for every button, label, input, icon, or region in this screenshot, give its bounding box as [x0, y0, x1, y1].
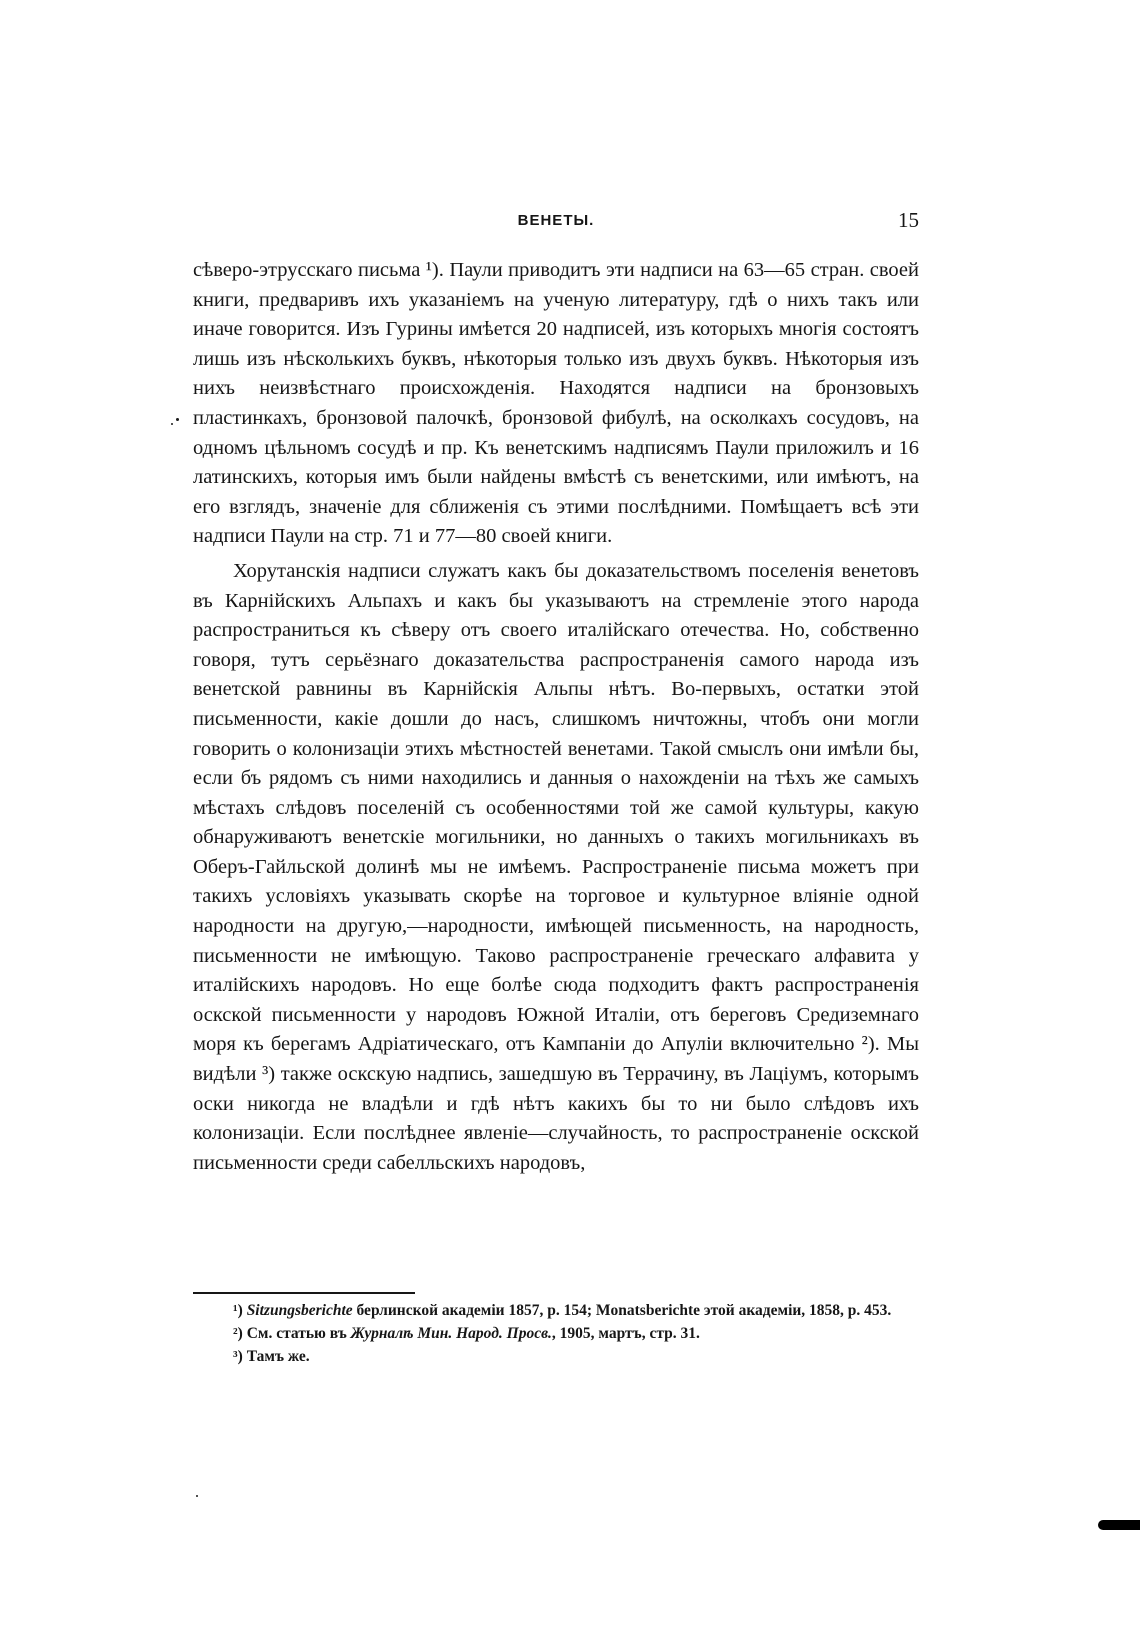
running-head: ВЕНЕТЫ. — [517, 212, 595, 229]
scan-speck — [171, 423, 173, 425]
footnote-divider — [193, 1292, 415, 1294]
footnote-2-lead: См. статью въ — [242, 1325, 351, 1342]
page-header — [193, 208, 919, 238]
main-text — [193, 256, 919, 1178]
footnote-3 — [193, 1345, 919, 1368]
scan-speck — [176, 418, 179, 421]
footnote-2-italic: Журналѣ Мин. Народ. Просв. — [350, 1325, 552, 1342]
footnote-2-text: , 1905, мартъ, стр. 31. — [551, 1325, 700, 1342]
footnote-1-text: берлинской академіи 1857, p. 154; Monatsberichte этой академіи, 1858, p. 453. — [352, 1302, 892, 1319]
page-number: 15 — [898, 208, 919, 232]
footnote-3-text: Тамъ же. — [242, 1348, 310, 1365]
footnote-2 — [193, 1322, 919, 1345]
footnotes — [193, 1299, 919, 1368]
footnote-2-mark: ²) — [233, 1325, 243, 1342]
footnote-1 — [193, 1299, 919, 1322]
scan-edge-mark — [1098, 1520, 1140, 1530]
footnote-1-italic: Sitzungsberichte — [246, 1302, 353, 1319]
scan-speck — [196, 1495, 198, 1497]
paragraph-2: Хорутанскія надписи служатъ какъ бы доказательствомъ поселенія венетовъ въ Карнійскихъ Альпахъ и какъ бы указываютъ на стремленіе этого народа распространиться къ сѣверу отъ своего италійскаго отечества. Но, собственно говоря, тутъ серьёзнаго доказательства распространенія самого народа изъ венетской равнины въ Карнійскія Альпы нѣтъ. Во-первыхъ, остатки этой письменности, какіе дошли до насъ, слишкомъ ничтожны, чтобъ они могли говорить о колонизаціи этихъ мѣстностей венетами. Такой смыслъ они имѣли бы, если бъ рядомъ съ ними находились и данныя о нахожденіи на тѣхъ же самыхъ мѣстахъ слѣдовъ поселеній съ особенностями той же самой культуры, какую обнаруживаютъ венетскіе могильники, но данныхъ о такихъ могильникахъ въ Оберъ-Гайльской долинѣ мы не имѣемъ. Распространеніе письма можетъ при такихъ условіяхъ указывать скорѣе на торговое и культурное вліяніе одной народности на другую,—народности, имѣющей письменность, на народность, письменности не имѣющую. Таково распространеніе греческаго алфавита у италійскихъ народовъ. Но еще болѣе сюда подходитъ фактъ распространенія оскской письменности у народовъ Южной Италіи, отъ береговъ Средиземнаго моря къ берегамъ Адріатическаго, отъ Кампаніи до Апуліи включительно ²). Мы видѣли ³) также оскскую надпись, зашедшую въ Террачину, въ Лаціумъ, которымъ оски никогда не владѣли и гдѣ нѣтъ какихъ бы то ни было слѣдовъ ихъ колонизаціи. Если послѣднее явленіе—случайность, то распространеніе оскской письменности среди сабелльскихъ народовъ, — [193, 559, 919, 1174]
footnote-1-mark: ¹) — [233, 1302, 243, 1319]
paragraph-1: сѣверо-этрусскаго письма ¹). Паули приводитъ эти надписи на 63—65 стран. своей книги, предваривъ ихъ указаніемъ на ученую литературу, гдѣ о нихъ такъ или иначе говорится. Изъ Гурины имѣется 20 надписей, изъ которыхъ многія состоятъ лишь изъ нѣсколькихъ буквъ, нѣкоторыя только изъ двухъ буквъ. Нѣкоторыя изъ нихъ неизвѣстнаго происхожденія. Находятся надписи на бронзовыхъ пластинкахъ, бронзовой палочкѣ, бронзовой фибулѣ, на осколкахъ сосудовъ, на одномъ цѣльномъ сосудѣ и пр. Къ венетскимъ надписямъ Паули приложилъ и 16 латинскихъ, которыя имъ были найдены вмѣстѣ съ венетскими, или имѣютъ, на его взглядъ, значеніе для сближенія съ этими послѣдними. Помѣщаетъ всѣ эти надписи Паули на стр. 71 и 77—80 своей книги. — [193, 259, 919, 548]
footnote-3-mark: ³) — [233, 1348, 243, 1365]
